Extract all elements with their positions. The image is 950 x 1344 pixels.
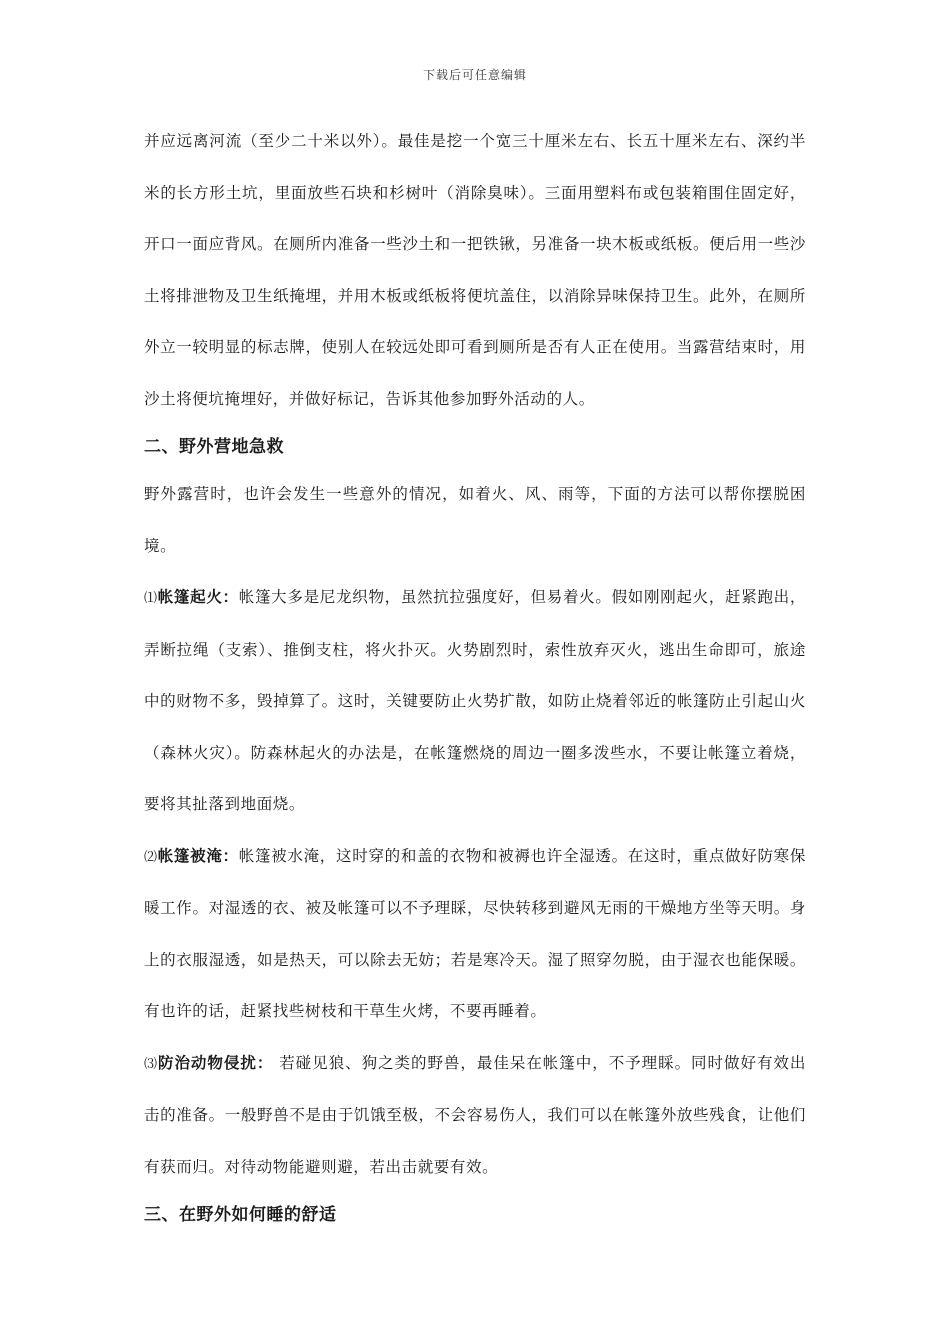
item-text: 若碰见狼、狗之类的野兽，最佳呆在帐篷中，不予理睬。同时做好有效出击的准备。一般野兽不是由于饥饿至极，不会容易伤人，我们可以在帐篷外放些残食，让他们有获而归。对待动物能避则避，若出击就要有效。 — [144, 1053, 807, 1176]
paragraph-first-aid-intro: 野外露营时，也许会发生一些意外的情况，如着火、风、雨等，下面的方法可以帮你摆脱困境。 — [144, 485, 806, 555]
item-animal-disturbance — [144, 1038, 806, 1194]
document-body — [144, 116, 806, 1237]
item-title: 帐篷起火： — [157, 588, 239, 606]
item-number: ⑵ — [144, 849, 158, 865]
item-tent-flooded — [144, 831, 806, 1038]
item-text: 帐篷被水淹，这时穿的和盖的衣物和被褥也许全湿透。在这时，重点做好防寒保暖工作。对湿透的衣、被及帐篷可以不予理睬，尽快转移到避风无雨的干燥地方坐等天明。身上的衣服湿透，如是热天，可以除去无妨；若是寒冷天。湿了照穿勿脱，由于湿衣也能保暖。有也许的话，赶紧找些树枝和干草生火烤，不要再睡着。 — [144, 846, 806, 1020]
section-heading-sleep-comfort: 三、在野外如何睡的舒适 — [144, 1205, 337, 1225]
item-text: 帐篷大多是尼龙织物，虽然抗拉强度好，但易着火。假如刚刚起火，赶紧跑出，弄断拉绳（支索）、推倒支柱，将火扑灭。火势剧烈时，索性放弃灭火，逃出生命即可，旅途中的财物不多，毁掉算了。这时，关键要防止火势扩散，如防止烧着邻近的帐篷防止引起山火（森林火灾）。防森林起火的办法是，在帐篷燃烧的周边一圈多泼些水，不要让帐篷立着烧，要将其扯落到地面烧。 — [144, 588, 806, 813]
item-title: 帐篷被淹： — [157, 846, 239, 865]
page-header: 下载后可任意编辑 — [422, 68, 527, 82]
item-number: ⑴ — [144, 591, 158, 606]
section-heading-camp-first-aid: 二、野外营地急救 — [144, 437, 284, 457]
paragraph-toilet-setup: 并应远离河流（至少二十米以外）。最佳是挖一个宽三十厘米左右、长五十厘米左右、深约半米的长方形土坑，里面放些石块和杉树叶（消除臭味）。三面用塑料布或包装箱围住固定好，开口一面应背风。在厕所内准备一些沙土和一把铁锹，另准备一块木板或纸板。便后用一些沙土将排泄物及卫生纸掩埋，并用木板或纸板将便坑盖住，以消除异味保持卫生。此外，在厕所外立一较明显的标志牌，使别人在较远处即可看到厕所是否有人正在使用。当露营结束时，用沙土将便坑掩埋好，并做好标记，告诉其他参加野外活动的人。 — [144, 132, 806, 408]
item-tent-fire — [144, 572, 806, 831]
item-number: ⑶ — [144, 1056, 158, 1072]
item-title: 防治动物侵扰： — [157, 1053, 274, 1072]
